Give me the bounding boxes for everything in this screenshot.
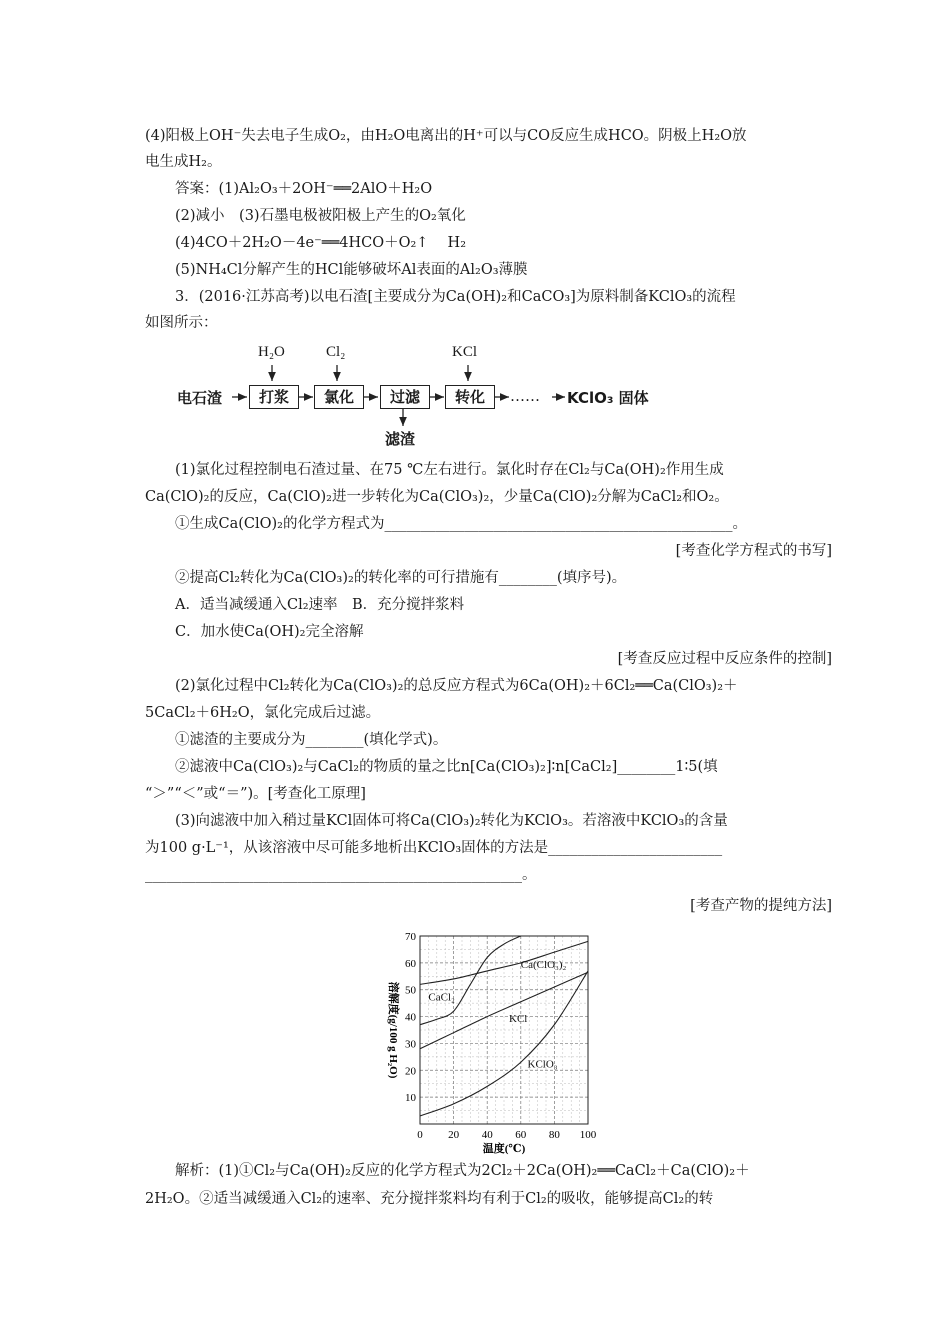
reagent-kcl: KCl [452, 344, 478, 360]
question-3-stem: 3．(2016·江苏高考)以电石渣[主要成分为Ca(OH)₂和CaCO₃]为原料制备KClO₃的流程 [175, 289, 736, 305]
text-line: 5CaCl₂＋6H₂O，氯化完成后过滤。 [145, 705, 381, 721]
x-tick-label: 100 [579, 1129, 597, 1141]
text-line: Ca(ClO)₂的反应，Ca(ClO)₂进一步转化为Ca(ClO₃)₂，少量Ca(ClO)₂分解为CaCl₂和O₂。 [145, 489, 729, 505]
option-line: A．适当减缓通入Cl₂速率 B．充分搅拌浆料 [175, 597, 465, 613]
y-tick-label: 30 [405, 1038, 416, 1051]
series-label: KCl [509, 1012, 528, 1025]
answer-heading: 答案：(1)Al₂O₃＋2OH⁻══2AlO＋H₂O [175, 181, 433, 197]
topic-tag: [考查产物的提纯方法] [690, 898, 832, 914]
question-blank-line: ②滤液中Ca(ClO₃)₂与CaCl₂的物质的量之比n[Ca(ClO₃)₂]∶n[CaCl₂]________1∶5(填 [175, 759, 718, 775]
x-tick-label: 60 [515, 1129, 527, 1141]
question-blank-line: ①生成Ca(ClO)₂的化学方程式为________________________________________________。 [175, 516, 747, 532]
flow-start: 电石渣 [177, 389, 223, 407]
text-line: (4)阳极上OH⁻失去电子生成O₂，由H₂O电离出的H⁺可以与CO反应生成HCO。阴极上H₂O放 [145, 128, 747, 144]
topic-tag: [考查反应过程中反应条件的控制] [617, 651, 832, 667]
x-axis-label: 温度(℃) [482, 1143, 526, 1155]
text-line: “＞”“＜”或“＝”)。[考查化工原理] [145, 786, 366, 802]
step-box: 过滤 [380, 385, 430, 409]
y-tick-label: 20 [405, 1065, 416, 1078]
question-blank-line: 为100 g·L⁻¹，从该溶液中尽可能多地析出KClO₃固体的方法是________________________ [145, 840, 723, 856]
y-tick-label: 40 [405, 1011, 416, 1024]
sub-question-3: (3)向滤液中加入稍过量KCl固体可将Ca(ClO₃)₂转化为KClO₃。若溶液中KClO₃的含量 [175, 813, 728, 829]
question-blank-line: ②提高Cl₂转化为Ca(ClO₃)₂的转化率的可行措施有________(填序号)。 [175, 570, 627, 586]
topic-tag: [考查化学方程式的书写] [675, 543, 832, 559]
question-blank-line: ①滤渣的主要成分为________(填化学式)。 [175, 732, 448, 748]
sub-question-1: (1)氯化过程控制电石渣过量、在75 ℃左右进行。氯化时存在Cl₂与Ca(OH)₂作用生成 [175, 462, 724, 478]
answer-blank-line: ____________________________________________________。 [145, 867, 537, 883]
x-tick-label: 0 [417, 1129, 423, 1141]
step-box: 转化 [445, 385, 495, 409]
y-axis-label: 溶解度(g/100 g H₂O) [387, 981, 399, 1079]
flow-product: KClO₃ 固体 [567, 389, 649, 407]
flow-residue: 滤渣 [385, 430, 416, 448]
reagent-cl2: Cl₂ [326, 344, 346, 360]
step-box: 氯化 [314, 385, 364, 409]
reagent-h2o: H₂O [258, 344, 285, 360]
sub-question-2: (2)氯化过程中Cl₂转化为Ca(ClO₃)₂的总反应方程式为6Ca(OH)₂＋6Cl₂══Ca(ClO₃)₂＋ [175, 678, 738, 694]
series-label: CaCl₂ [428, 991, 455, 1004]
option-line: C．加水使Ca(OH)₂完全溶解 [175, 624, 364, 640]
answer-line: (2)减小 (3)石墨电极被阳极上产生的O₂氧化 [175, 208, 466, 224]
question-3-stem-cont: 如图所示： [145, 315, 218, 331]
y-tick-label: 70 [405, 931, 416, 943]
flow-dots: …… [510, 387, 540, 405]
analysis-line: 2H₂O。②适当减缓通入Cl₂的速率、充分搅拌浆料均有利于Cl₂的吸收，能够提高Cl₂的转 [145, 1191, 714, 1207]
x-tick-label: 40 [481, 1129, 493, 1141]
y-tick-label: 10 [405, 1092, 416, 1105]
y-tick-label: 60 [405, 957, 416, 970]
step-box: 打浆 [249, 385, 299, 409]
x-tick-label: 20 [448, 1129, 460, 1141]
answer-line: (5)NH₄Cl分解产生的HCl能够破坏Al表面的Al₂O₃薄膜 [175, 262, 528, 278]
solubility-chart [370, 926, 610, 1156]
y-tick-label: 50 [405, 984, 416, 997]
text-line: 电生成H₂。 [145, 154, 222, 170]
analysis-line: 解析：(1)①Cl₂与Ca(OH)₂反应的化学方程式为2Cl₂＋2Ca(OH)₂══CaCl₂＋Ca(ClO)₂＋ [175, 1163, 750, 1179]
series-label: Ca(ClO₃)₂ [520, 959, 567, 972]
x-tick-label: 80 [548, 1129, 560, 1141]
answer-line: (4)4CO＋2H₂O－4e⁻══4HCO＋O₂↑ H₂ [175, 235, 467, 251]
series-label: KClO₃ [527, 1058, 558, 1071]
